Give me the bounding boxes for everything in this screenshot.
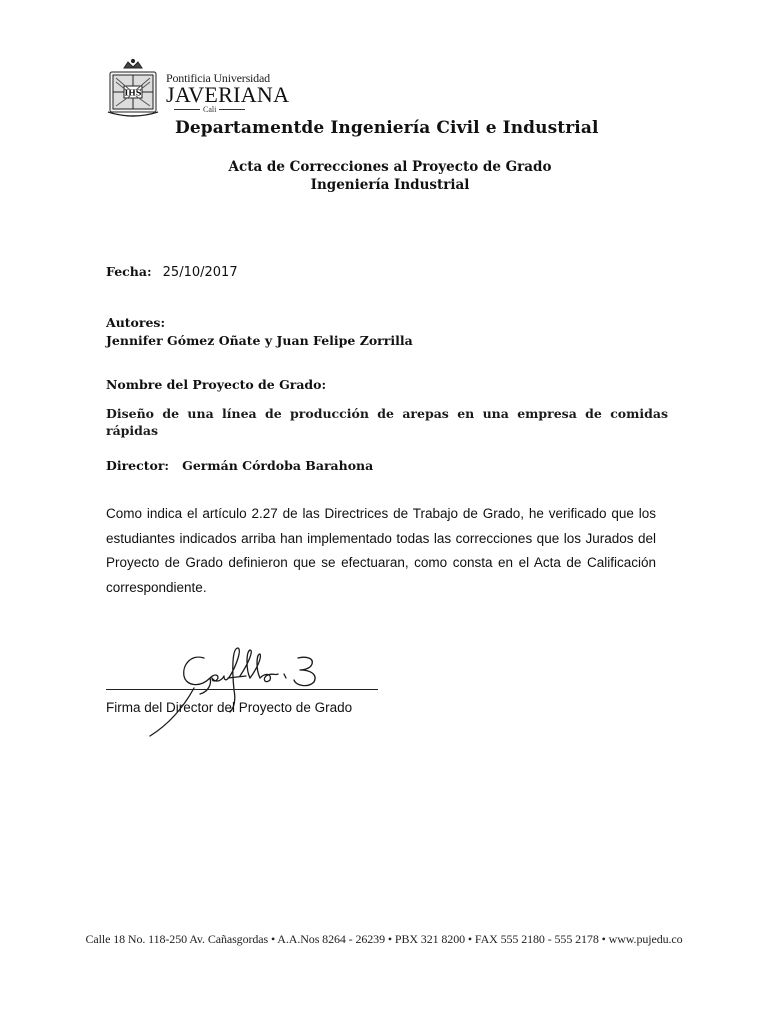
logo-line-javeriana: JAVERIANA [166,82,290,107]
logo-rule-right [219,109,245,110]
handwritten-signature [100,640,390,740]
director-label: Director: [106,458,170,473]
document-title-line1: Acta de Correcciones al Proyecto de Grado [228,159,552,175]
logo-city: Cali [203,105,217,114]
project-name-label: Nombre del Proyecto de Grado: [106,377,327,392]
director-value: Germán Córdoba Barahona [182,458,374,473]
document-title-line2: Ingeniería Industrial [310,177,470,193]
certification-paragraph: Como indica el artículo 2.27 de las Directrices de Trabajo de Grado, he verificado que los estudiantes indicados arriba han implementado todas las correcciones que los Jurados del Proyecto de Grado definieron que se efectuaran, como consta en el Acta de Calificación correspondiente. [106,506,656,595]
department-heading: Departamentde Ingeniería Civil e Industrial [175,118,599,138]
signature-line [106,689,378,690]
date-field [106,261,238,280]
svg-text:IHS: IHS [124,87,142,98]
project-name-value: Diseño de una línea de producción de arepas en una empresa de comidas rápidas [106,406,668,438]
logo-wordmark [166,71,290,114]
javeriana-seal-icon [104,58,162,118]
authors-value: Jennifer Gómez Oñate y Juan Felipe Zorrilla [106,333,413,348]
director-field [106,455,373,474]
footer-address: Calle 18 No. 118-250 Av. Cañasgordas • A.A.Nos 8264 - 26239 • PBX 321 8200 • FAX 555 2180 - 555 2178 • www.pujedu.co [85,932,683,946]
authors-field [106,314,413,350]
date-value: 25/10/2017 [162,265,238,280]
logo-line-pontificia: Pontificia Universidad [166,71,270,85]
date-label: Fecha: [106,264,152,279]
document-title [0,158,768,194]
signature-caption: Firma del Director del Proyecto de Grado [106,700,353,715]
logo-rule-left [174,109,200,110]
authors-label: Autores: [106,315,166,330]
university-logo [104,58,290,120]
